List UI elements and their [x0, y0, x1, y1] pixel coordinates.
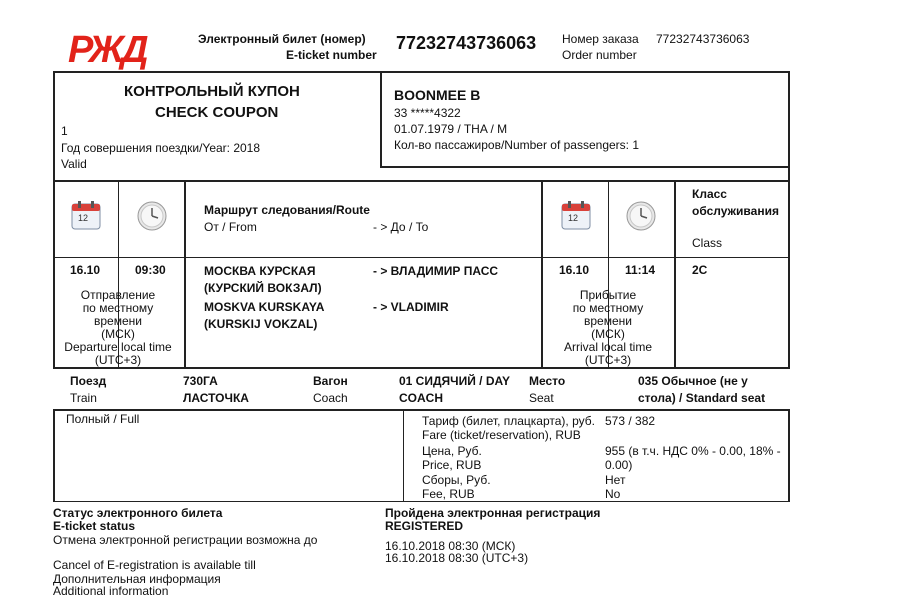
coupon-number: 1	[61, 124, 68, 138]
tariff-value: 573 / 382	[605, 414, 656, 428]
extra-info-en: Additional information	[53, 584, 169, 598]
calendar-icon	[70, 199, 102, 231]
class-label-ru-2: обслуживания	[692, 204, 779, 218]
status-label-en: E-ticket status	[53, 519, 136, 533]
cancel-label-ru: Отмена электронной регистрации возможна до	[53, 533, 318, 547]
divider	[53, 257, 790, 258]
status-value-ru: Пройдена электронная регистрация	[385, 506, 601, 520]
divider	[53, 409, 55, 502]
order-label-ru: Номер заказа	[562, 32, 639, 46]
to-label: - > До / To	[373, 220, 429, 234]
status-value-en: REGISTERED	[385, 519, 464, 533]
coupon-title-en: CHECK COUPON	[155, 104, 279, 121]
svg-text:12: 12	[568, 213, 579, 223]
fee-label-ru: Сборы, Руб.	[422, 473, 491, 487]
departure-time: 09:30	[135, 263, 166, 277]
divider	[674, 180, 676, 368]
arrival-note: Прибытие по местному времени (МСК) Arrival local time (UTC+3)	[563, 288, 653, 367]
divider	[53, 71, 55, 369]
departure-note: Отправление по местному времени (МСК) Departure local time (UTC+3)	[64, 288, 172, 367]
price-value-1: 955 (в т.ч. НДС 0% - 0.00, 18% -	[605, 444, 781, 458]
passenger-birth: 01.07.1979 / THA / M	[394, 122, 508, 136]
eticket-number: 77232743736063	[396, 33, 537, 53]
arrival-time: 11:14	[625, 263, 656, 277]
fare-type: Полный / Full	[66, 412, 140, 426]
route-label: Маршрут следования/Route	[204, 203, 370, 217]
tariff-label-en: Fare (ticket/reservation), RUB	[422, 428, 581, 442]
extra-info-ru: Дополнительная информация	[53, 572, 221, 586]
class-label-en: Class	[692, 236, 723, 250]
divider	[53, 501, 790, 502]
coach-value-2: COACH	[399, 391, 443, 405]
train-label-ru: Поезд	[70, 374, 107, 388]
departure-date: 16.10	[70, 263, 101, 277]
coupon-valid: Valid	[61, 157, 87, 171]
eticket-label-ru: Электронный билет (номер)	[198, 32, 366, 46]
seat-label-ru: Место	[529, 374, 566, 388]
calendar-icon	[560, 199, 592, 231]
divider	[403, 409, 404, 502]
train-label-en: Train	[70, 391, 97, 405]
passenger-count: Кол-во пассажиров/Number of passengers: 1	[394, 138, 640, 152]
from-station-en-1: MOSKVA KURSKAYA	[204, 300, 325, 314]
divider	[541, 180, 543, 368]
class-label-ru-1: Класс	[692, 187, 727, 201]
price-value-2: 0.00)	[605, 458, 633, 472]
divider	[184, 180, 186, 368]
clock-icon	[625, 200, 657, 232]
train-value-1: 730ГА	[183, 374, 218, 388]
divider	[53, 180, 790, 182]
to-station-ru: - > ВЛАДИМИР ПАСС	[373, 264, 499, 278]
passenger-name: BOONMEE B	[394, 87, 481, 103]
price-label-ru: Цена, Руб.	[422, 444, 482, 458]
order-label-en: Order number	[562, 48, 637, 62]
status-label-ru: Статус электронного билета	[53, 506, 223, 520]
coupon-year: Год совершения поездки/Year: 2018	[61, 141, 261, 155]
price-label-en: Price, RUB	[422, 458, 482, 472]
fee-value-2: No	[605, 487, 621, 501]
from-label: От / From	[204, 220, 257, 234]
coupon-title-ru: КОНТРОЛЬНЫЙ КУПОН	[124, 83, 300, 100]
to-station-en: - > VLADIMIR	[373, 300, 449, 314]
from-station-ru-2: (КУРСКИЙ ВОКЗАЛ)	[204, 281, 322, 295]
order-number: 77232743736063	[656, 32, 750, 46]
fee-value-1: Нет	[605, 473, 626, 487]
clock-icon	[136, 200, 168, 232]
train-value-2: ЛАСТОЧКА	[183, 391, 249, 405]
eticket-label-en: E-ticket number	[286, 48, 377, 62]
coach-value-1: 01 СИДЯЧИЙ / DAY	[399, 374, 511, 388]
fee-label-en: Fee, RUB	[422, 487, 475, 501]
tariff-label-ru: Тариф (билет, плацкарта), руб.	[422, 414, 595, 428]
svg-text:12: 12	[78, 213, 89, 223]
from-station-en-2: (KURSKIJ VOKZAL)	[204, 317, 318, 331]
seat-value-1: 035 Обычное (не у	[638, 374, 748, 388]
divider	[53, 71, 790, 73]
divider	[788, 409, 790, 502]
passenger-document: 33 *****4322	[394, 106, 461, 120]
divider	[380, 71, 382, 168]
cancel-label-en: Cancel of E-registration is available till	[53, 558, 256, 572]
seat-label-en: Seat	[529, 391, 554, 405]
cancel-value-2: 16.10.2018 08:30 (UTC+3)	[385, 551, 529, 565]
cancel-value-1: 16.10.2018 08:30 (МСК)	[385, 539, 516, 553]
arrival-date: 16.10	[559, 263, 590, 277]
divider	[380, 166, 790, 168]
divider	[53, 409, 790, 411]
from-station-ru-1: МОСКВА КУРСКАЯ	[204, 264, 316, 278]
coach-label-ru: Вагон	[313, 374, 348, 388]
coach-label-en: Coach	[313, 391, 348, 405]
divider	[53, 367, 790, 369]
class-value: 2С	[692, 263, 708, 277]
seat-value-2: стола) / Standard seat	[638, 391, 766, 405]
divider	[788, 71, 790, 369]
svg-text:РЖД: РЖД	[68, 29, 146, 70]
rzd-logo	[66, 26, 158, 70]
